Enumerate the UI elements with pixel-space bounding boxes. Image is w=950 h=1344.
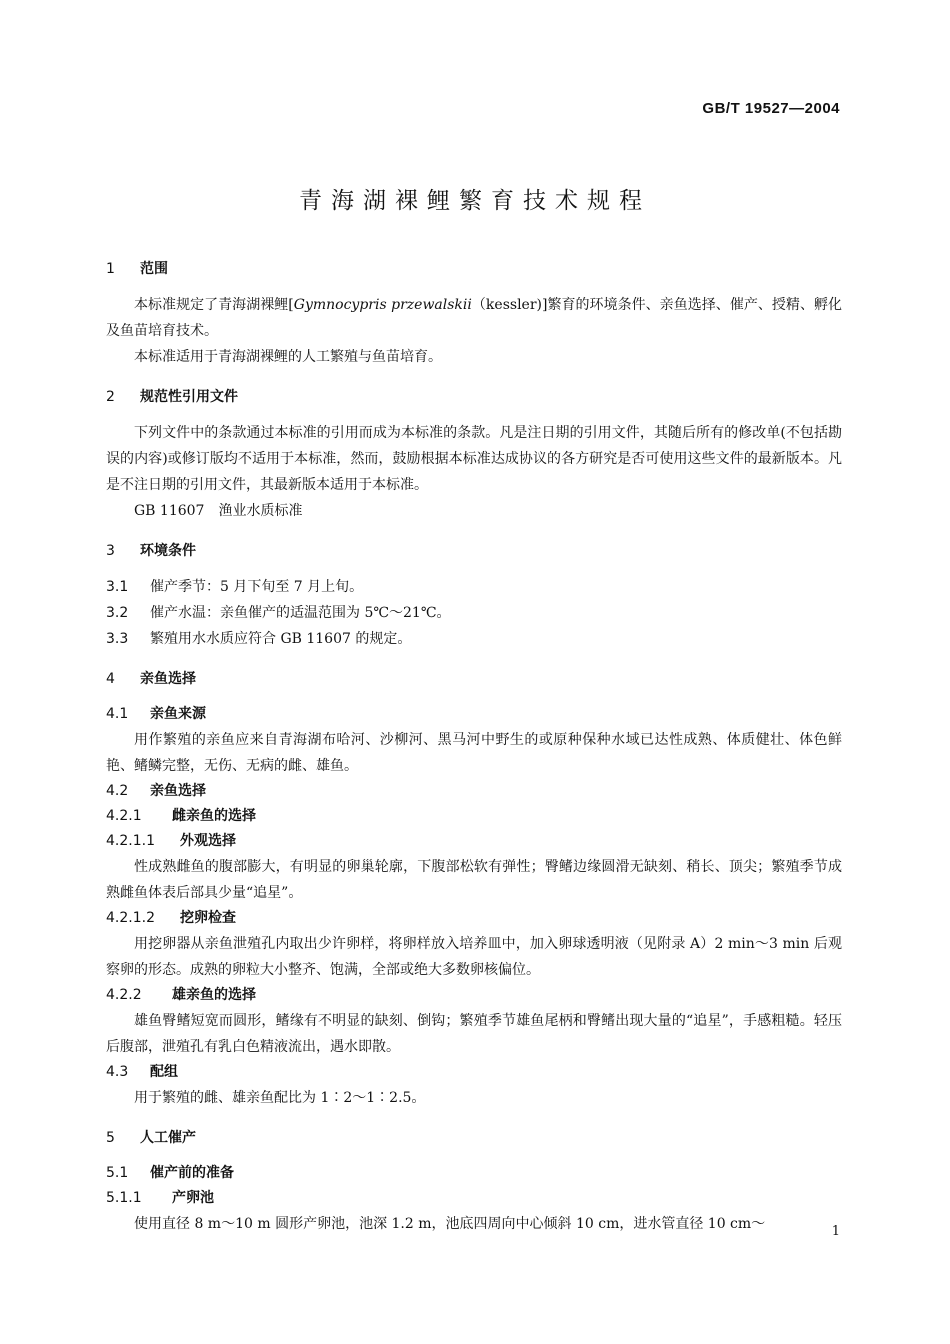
section-number: 2 (106, 389, 115, 405)
standard-code: GB/T 19527—2004 (702, 100, 840, 117)
paragraph: 性成熟雌鱼的腹部膨大，有明显的卵巢轮廓，下腹部松软有弹性；臀鳍边缘圆滑无缺刻、稍长、顶尖；繁殖季节成熟雌鱼体表后部具少量“追星”。 (106, 859, 842, 901)
subsection-heading: 4.1 亲鱼来源 (106, 706, 206, 722)
paragraph: 本标准适用于青海湖裸鲤的人工繁殖与鱼苗培育。 (134, 349, 442, 365)
latin-name: Gymnocypris przewalskii (293, 297, 472, 313)
section-title: 亲鱼选择 (140, 671, 196, 687)
section-heading (106, 666, 842, 692)
paragraph: 雄鱼臀鳍短宽而圆形，鳍缘有不明显的缺刻、倒钩；繁殖季节雄鱼尾柄和臀鳍出现大量的“追星”，手感粗糙。轻压后腹部，泄殖孔有乳白色精液流出，遇水即散。 (106, 1013, 842, 1055)
section-heading (106, 256, 842, 282)
section-number: 1 (106, 261, 115, 277)
subsection-heading: 4.3 配组 (106, 1064, 178, 1080)
reference-item: GB 11607 渔业水质标准 (134, 503, 303, 519)
section-number: 4 (106, 671, 115, 687)
subsection-heading: 4.2.1.2 挖卵检查 (106, 910, 236, 926)
paragraph: 下列文件中的条款通过本标准的引用而成为本标准的条款。凡是注日期的引用文件，其随后所有的修改单(不包括勘误的内容)或修订版均不适用于本标准，然而，鼓励根据本标准达成协议的各方研究是否可使用这些文件的最新版本。凡是不注日期的引用文件，其最新版本适用于本标准。 (106, 425, 842, 493)
section-heading (106, 384, 842, 410)
section-number: 5 (106, 1130, 115, 1146)
section-title: 范围 (140, 261, 168, 277)
document-body (106, 256, 842, 1237)
section-heading (106, 1125, 842, 1151)
paragraph: 使用直径 8 m～10 m 圆形产卵池，池深 1.2 m，池底四周向中心倾斜 10 cm，进水管直径 10 cm～ (134, 1216, 766, 1232)
subsection-heading: 4.2.1 雌亲鱼的选择 (106, 808, 256, 824)
clause: 3.2 催产水温：亲鱼催产的适温范围为 5℃～21℃。 (106, 605, 451, 621)
paragraph: 用于繁殖的雌、雄亲鱼配比为 1∶2～1∶2.5。 (134, 1090, 426, 1106)
section-title: 环境条件 (140, 543, 196, 559)
subsection-heading: 5.1.1 产卵池 (106, 1190, 214, 1206)
document-title: 青海湖裸鲤繁育技术规程 (299, 188, 651, 214)
subsection-heading: 5.1 催产前的准备 (106, 1165, 234, 1181)
section-title: 规范性引用文件 (140, 389, 238, 405)
paragraph: 用作繁殖的亲鱼应来自青海湖布哈河、沙柳河、黑马河中野生的或原种保种水域已达性成熟、体质健壮、体色鲜艳、鳍鳞完整，无伤、无病的雌、雄鱼。 (106, 732, 842, 774)
subsection-heading: 4.2.1.1 外观选择 (106, 833, 236, 849)
subsection-heading: 4.2.2 雄亲鱼的选择 (106, 987, 256, 1003)
subsection-heading: 4.2 亲鱼选择 (106, 783, 206, 799)
section-title: 人工催产 (140, 1130, 196, 1146)
section-heading (106, 538, 842, 564)
clause: 3.1 催产季节：5 月下旬至 7 月上旬。 (106, 579, 364, 595)
page-number: 1 (831, 1224, 840, 1239)
clause: 3.3 繁殖用水水质应符合 GB 11607 的规定。 (106, 631, 412, 647)
section-number: 3 (106, 543, 115, 559)
paragraph: 本标准规定了青海湖裸鲤[Gymnocypris przewalskii（kessler)]繁育的环境条件、亲鱼选择、催产、授精、孵化及鱼苗培育技术。 (106, 297, 843, 339)
paragraph: 用挖卵器从亲鱼泄殖孔内取出少许卵样，将卵样放入培养皿中，加入卵球透明液（见附录 A）2 min～3 min 后观察卵的形态。成熟的卵粒大小整齐、饱满，全部或绝大多数卵核偏位。 (106, 936, 842, 978)
